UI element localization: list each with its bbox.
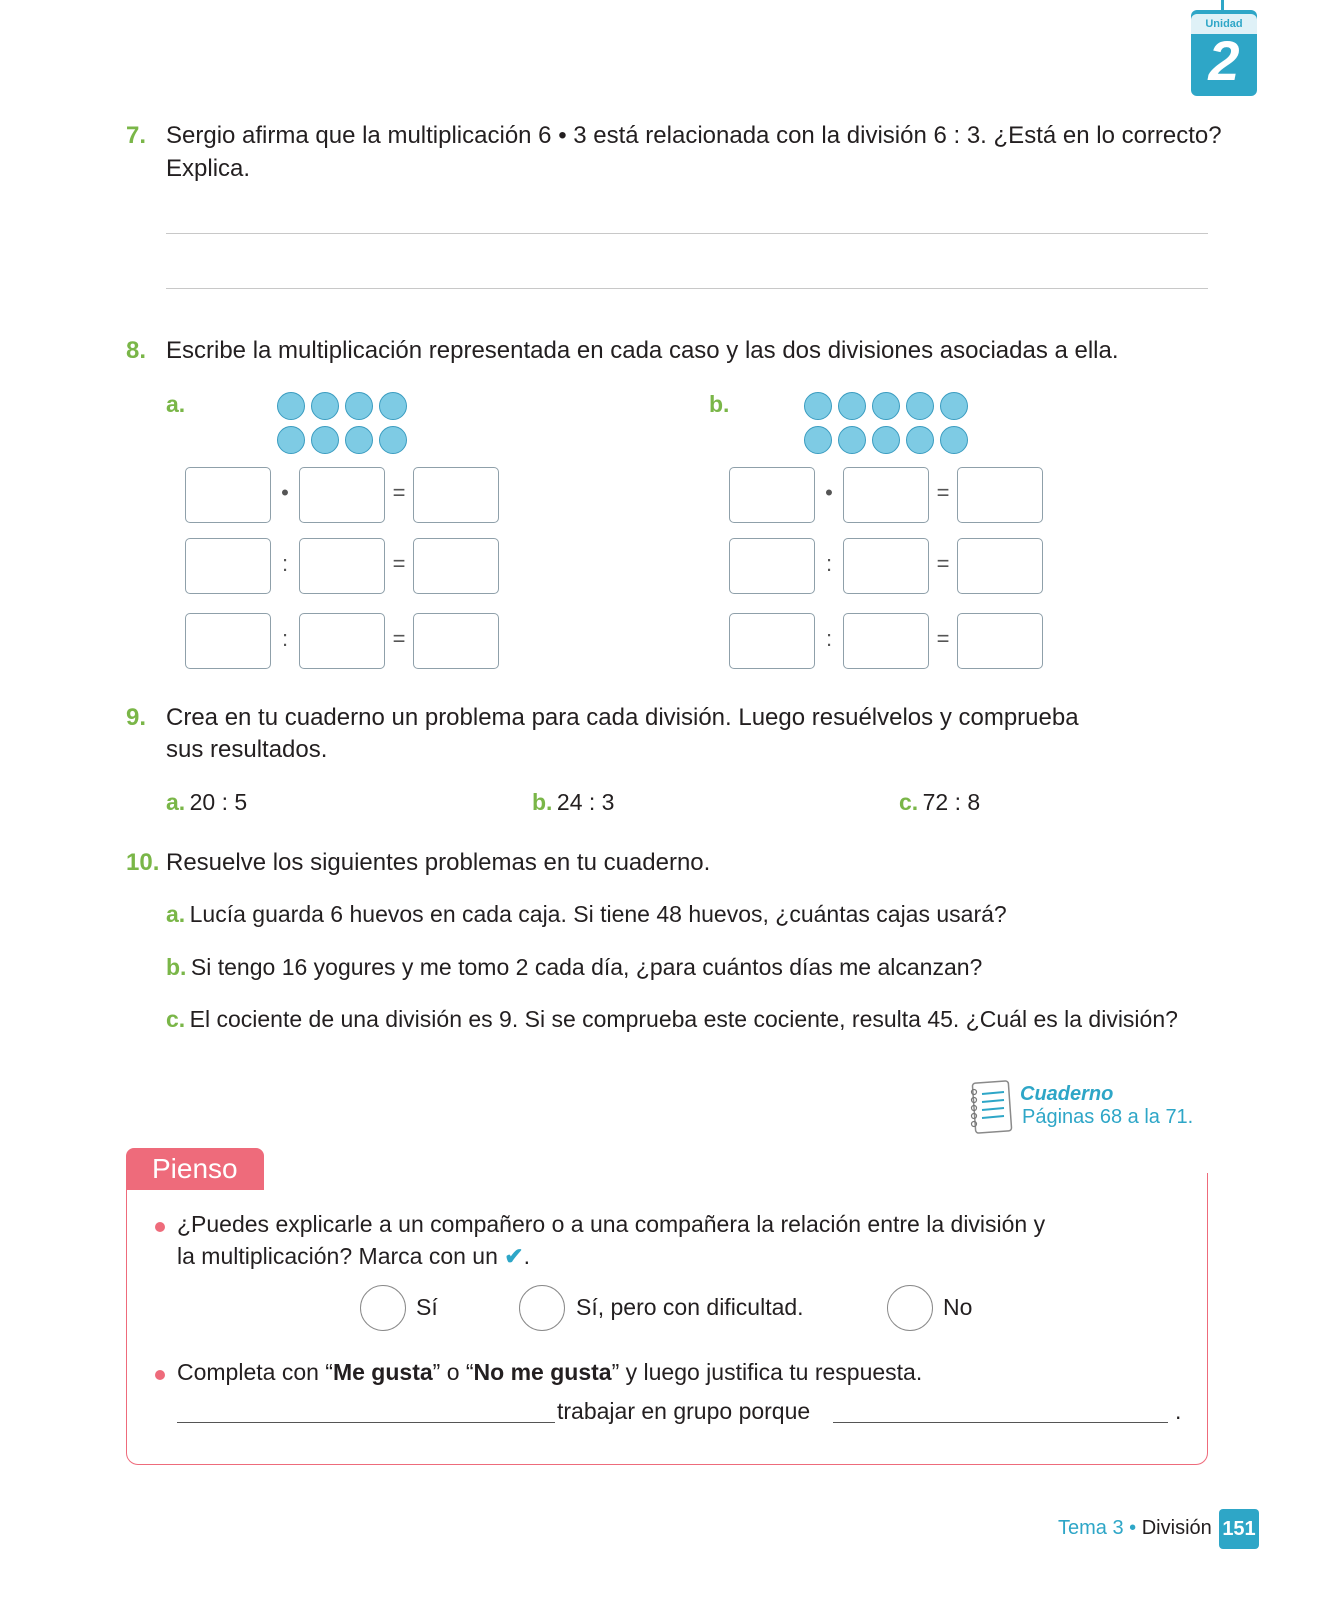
period: . [523, 1243, 530, 1269]
answer-box[interactable] [299, 538, 385, 594]
item-text: Lucía guarda 6 huevos en cada caja. Si tiene 48 huevos, ¿cuántas cajas usará? [189, 901, 1007, 927]
unit-label: Unidad [1191, 14, 1257, 34]
answer-box[interactable] [185, 467, 271, 523]
q2-bold-1: Me gusta [332, 1359, 433, 1385]
answer-box[interactable] [185, 613, 271, 669]
q9-item-c [899, 789, 980, 816]
q2-pre: Completa con “ [177, 1359, 333, 1385]
bullet-1 [155, 1222, 165, 1232]
answer-box[interactable] [413, 467, 499, 523]
mult-operator: • [825, 480, 833, 505]
footer-tema: Tema 3 [1058, 1517, 1124, 1539]
dot [311, 426, 339, 454]
dot [940, 426, 968, 454]
answer-box[interactable] [957, 467, 1043, 523]
mult-operator: • [281, 480, 289, 505]
dot [804, 426, 832, 454]
q9-item-a [166, 789, 247, 816]
option-si-radio[interactable] [360, 1285, 406, 1331]
cuaderno-title: Cuaderno [1020, 1083, 1114, 1105]
q10-item-b [166, 954, 982, 981]
pienso-top-rule [126, 1188, 144, 1189]
fill-end: . [1175, 1398, 1182, 1424]
answer-box[interactable] [729, 467, 815, 523]
option-dificultad-label: Sí, pero con dificultad. [576, 1294, 804, 1320]
div-operator: : [281, 626, 289, 651]
dot [379, 392, 407, 420]
q8-b-letter: b. [709, 391, 730, 417]
pienso-q1-line1: ¿Puedes explicarle a un compañero o a una compañera la relación entre la división y [177, 1211, 1046, 1237]
pienso-header [126, 1148, 264, 1190]
dot [906, 426, 934, 454]
item-letter: a. [166, 789, 186, 815]
option-dificultad-radio[interactable] [519, 1285, 565, 1331]
page-number: 151 [1219, 1509, 1259, 1549]
answer-box[interactable] [413, 613, 499, 669]
item-text: El cociente de una división es 9. Si se comprueba este cociente, resulta 45. ¿Cuál es la división? [189, 1006, 1178, 1032]
answer-box[interactable] [185, 538, 271, 594]
equals-operator: = [392, 480, 406, 505]
equals-operator: = [936, 551, 950, 576]
dot [940, 392, 968, 420]
div-operator: : [281, 551, 289, 576]
q7-answer-line-1[interactable] [166, 233, 1208, 234]
answer-box[interactable] [299, 467, 385, 523]
checkmark-icon: ✔ [504, 1243, 524, 1269]
dot [277, 426, 305, 454]
dot [804, 392, 832, 420]
footer-sep: • [1129, 1517, 1137, 1539]
answer-box[interactable] [957, 613, 1043, 669]
dot [838, 426, 866, 454]
q7-text-line2: Explica. [166, 155, 251, 182]
item-text: 72 : 8 [922, 789, 981, 815]
fill-text: trabajar en grupo porque [557, 1398, 811, 1424]
q10-text: Resuelve los siguientes problemas en tu cuaderno. [166, 849, 711, 876]
q8-text: Escribe la multiplicación representada en cada caso y las dos divisiones asociadas a ella. [166, 337, 1119, 364]
answer-box[interactable] [729, 538, 815, 594]
notebook-icon [966, 1078, 1016, 1136]
div-operator: : [825, 551, 833, 576]
option-no-radio[interactable] [887, 1285, 933, 1331]
item-letter: b. [532, 789, 553, 815]
q10-number: 10. [126, 849, 160, 876]
q7-number: 7. [126, 122, 147, 149]
answer-box[interactable] [299, 613, 385, 669]
item-text: Si tengo 16 yogures y me tomo 2 cada día, ¿para cuántos días me alcanzan? [190, 954, 983, 980]
pienso-title: Pienso [152, 1153, 238, 1184]
dot [906, 392, 934, 420]
q10-item-c [166, 1006, 1178, 1033]
equals-operator: = [392, 626, 406, 651]
q2-post: ” y luego justifica tu respuesta. [611, 1359, 923, 1385]
footer-topic-name: División [1141, 1517, 1212, 1539]
item-letter: c. [166, 1006, 186, 1032]
option-no-label: No [943, 1294, 973, 1320]
equals-operator: = [392, 551, 406, 576]
div-operator: : [825, 626, 833, 651]
item-letter: b. [166, 954, 187, 980]
q9-item-b [532, 789, 614, 816]
dot [872, 426, 900, 454]
q7-answer-line-2[interactable] [166, 288, 1208, 289]
dot [379, 426, 407, 454]
dot [838, 392, 866, 420]
item-text: 24 : 3 [556, 789, 615, 815]
answer-box[interactable] [957, 538, 1043, 594]
footer-topic [1058, 1517, 1212, 1540]
q8-number: 8. [126, 337, 147, 364]
cuaderno-pages: Páginas 68 a la 71. [1022, 1106, 1194, 1128]
pienso-q2-text [177, 1359, 922, 1386]
equals-operator: = [936, 626, 950, 651]
equals-operator: = [936, 480, 950, 505]
q9-number: 9. [126, 704, 147, 731]
dot [277, 392, 305, 420]
item-text: 20 : 5 [189, 789, 248, 815]
q10-item-a [166, 901, 1007, 928]
answer-box[interactable] [413, 538, 499, 594]
q9-text-line2: sus resultados. [166, 736, 328, 763]
option-si-label: Sí [416, 1294, 438, 1320]
unit-number: 2 [1208, 29, 1240, 92]
dot [872, 392, 900, 420]
answer-box[interactable] [729, 613, 815, 669]
fill-blank-2[interactable] [833, 1422, 1168, 1423]
answer-box[interactable] [843, 467, 929, 523]
unit-tab [1191, 10, 1257, 96]
dot [345, 426, 373, 454]
pienso-q1-line2-text: la multiplicación? Marca con un [177, 1243, 498, 1269]
q9-text-line1: Crea en tu cuaderno un problema para cada división. Luego resuélvelos y comprueba [166, 704, 1079, 731]
item-letter: c. [899, 789, 919, 815]
bullet-2 [155, 1370, 165, 1380]
dot [311, 392, 339, 420]
fill-blank-1[interactable] [177, 1422, 555, 1423]
q8-a-letter: a. [166, 391, 186, 417]
q7-text-line1: Sergio afirma que la multiplicación 6 • 3 está relacionada con la división 6 : 3. ¿Está en lo correcto? [166, 122, 1222, 149]
dot [345, 392, 373, 420]
item-letter: a. [166, 901, 186, 927]
answer-box[interactable] [843, 538, 929, 594]
q2-mid: ” o “ [432, 1359, 474, 1385]
q2-bold-2: No me gusta [473, 1359, 612, 1385]
answer-box[interactable] [843, 613, 929, 669]
pienso-q1-line2 [177, 1243, 530, 1270]
